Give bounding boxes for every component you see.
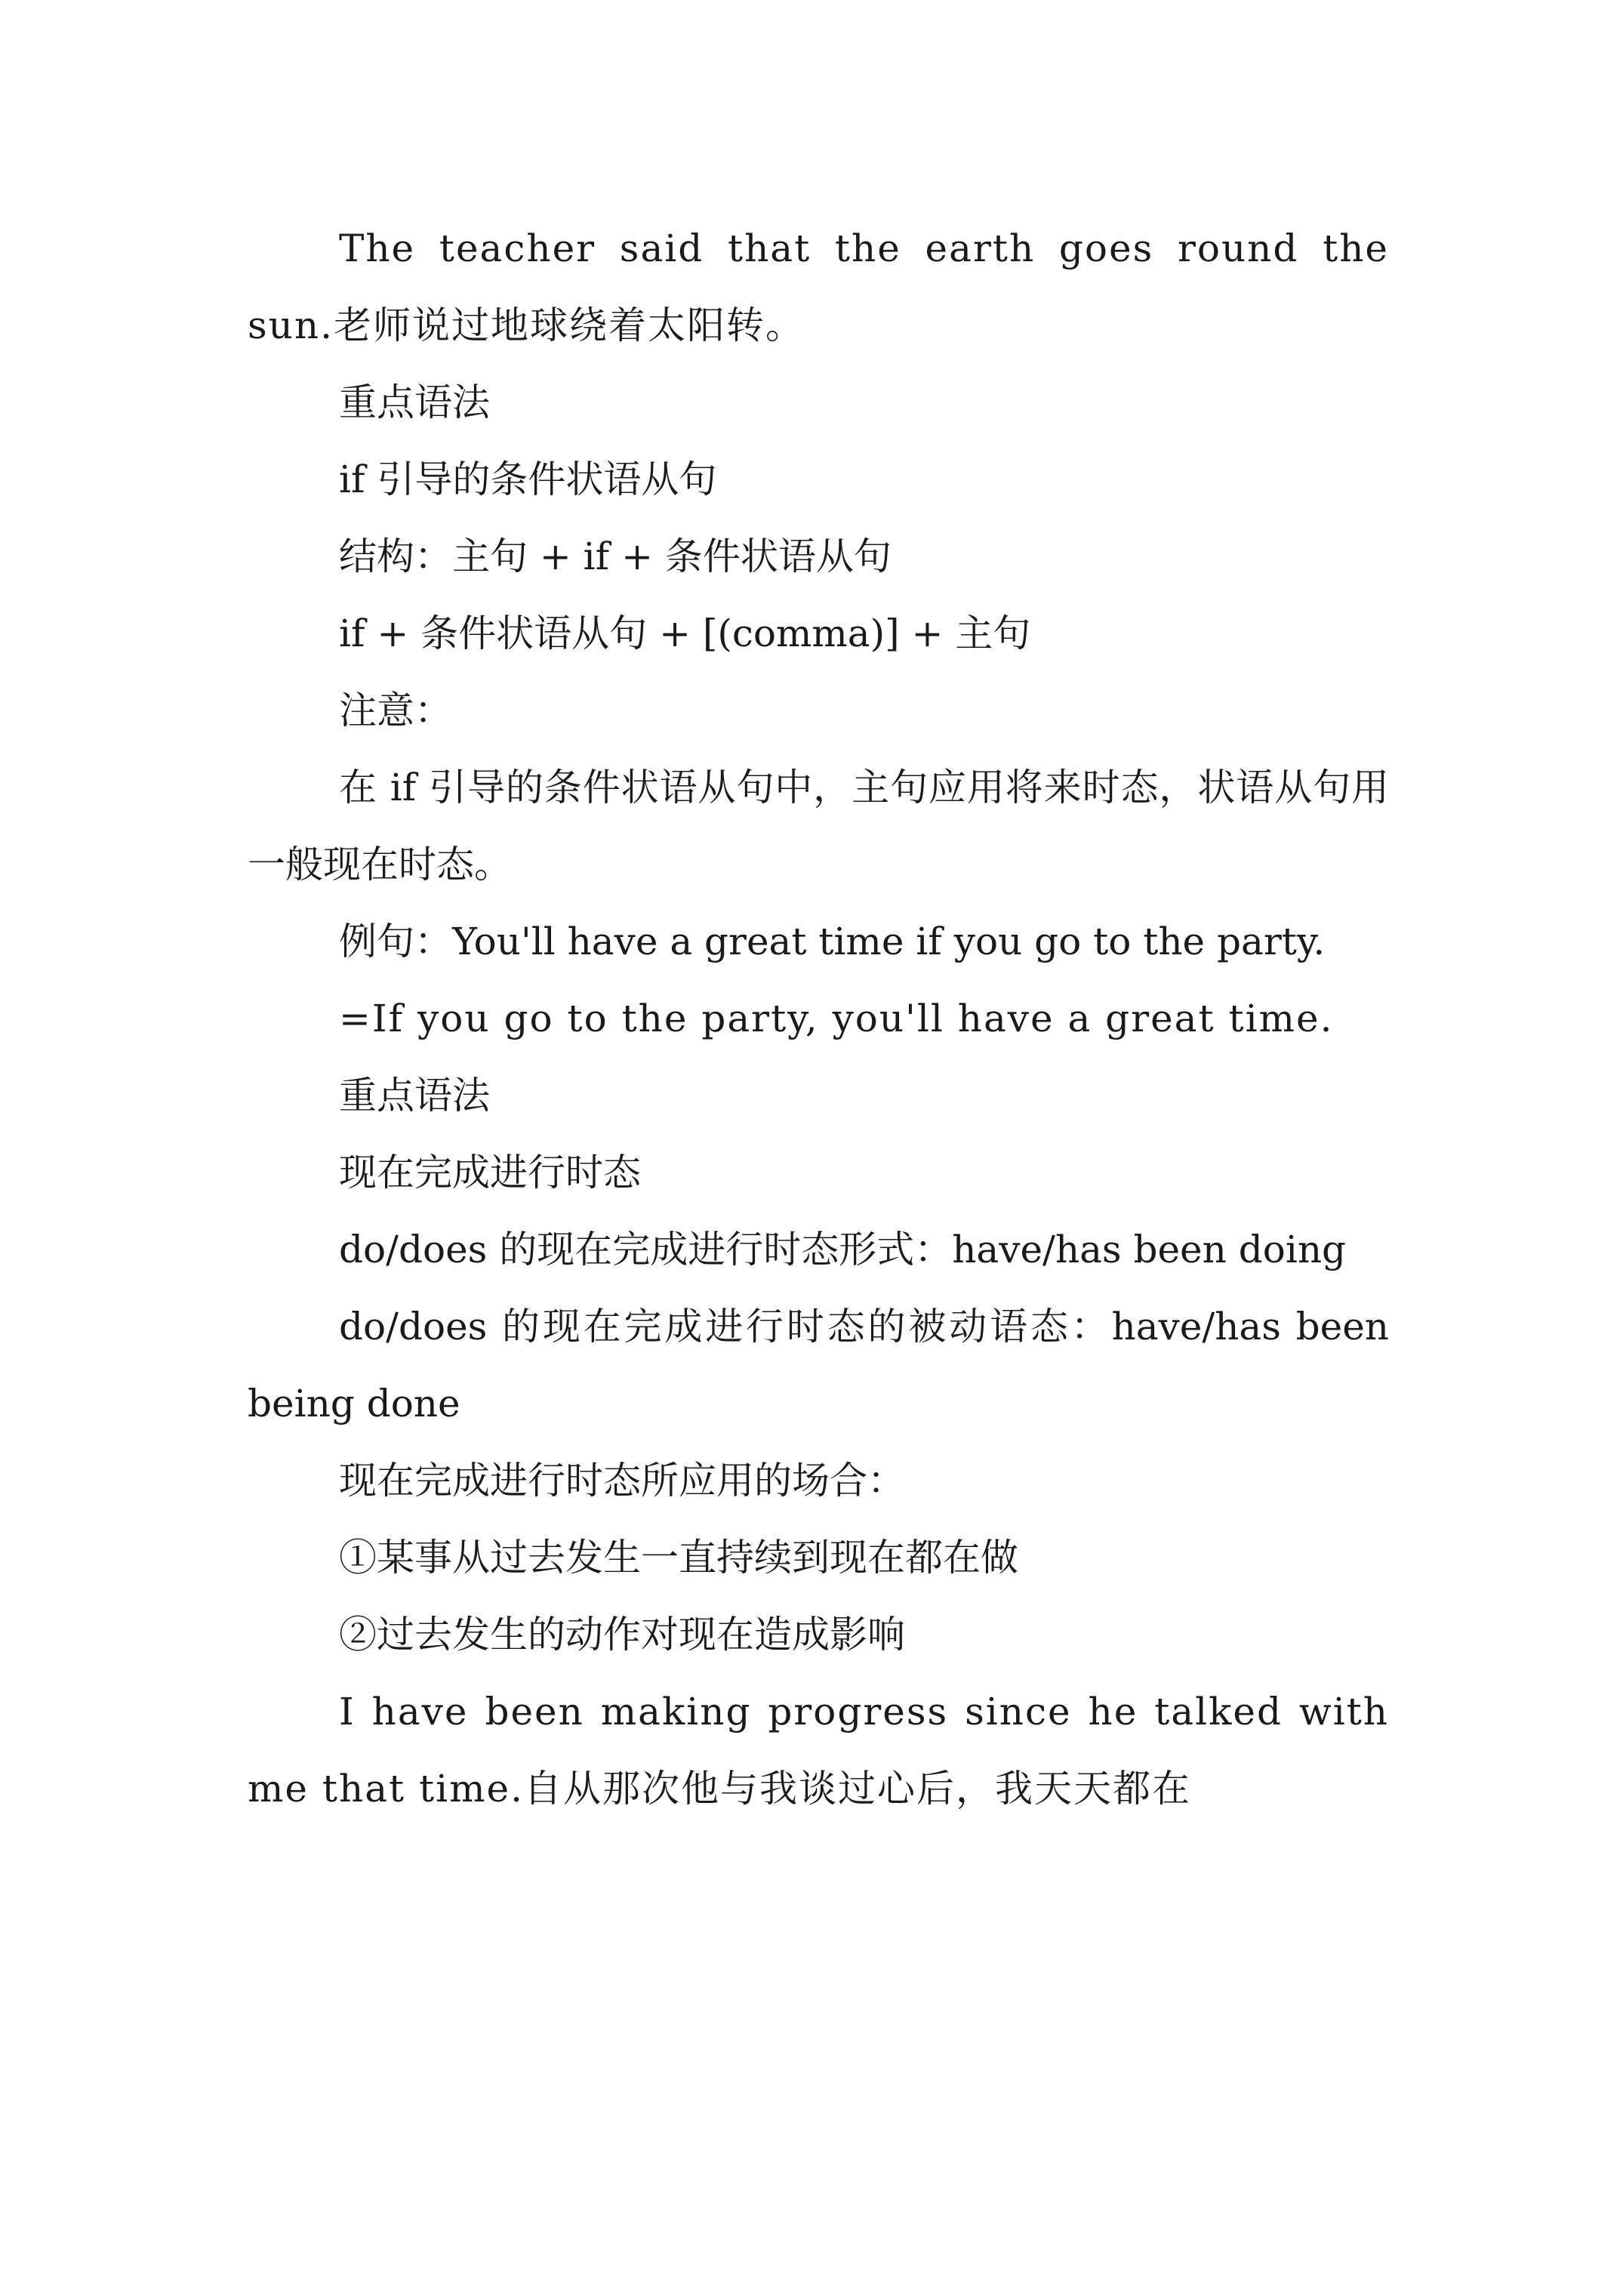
structure-line-2: if + 条件状语从句 + [(comma)] + 主句	[339, 612, 1031, 655]
example-sentence: 例句：You'll have a great time if you go to the party.	[339, 920, 1326, 963]
example-sentence-equivalent: =If you go to the party, you'll have a great time.	[339, 997, 1334, 1040]
usage-item-1: ①某事从过去发生一直持续到现在都在做	[339, 1536, 1018, 1579]
paragraph-example-teacher: The teacher said that the earth goes round the sun.老师说过地球绕着太阳转。	[248, 227, 1389, 347]
section-heading-grammar-2: 重点语法	[339, 1074, 490, 1117]
structure-line-1: 结构：主句 + if + 条件状语从句	[339, 535, 892, 578]
topic-if-clause: if 引导的条件状语从句	[339, 458, 717, 501]
topic-present-perfect-continuous: 现在完成进行时态	[339, 1151, 641, 1194]
form-passive: do/does 的现在完成进行时态的被动语态：have/has been being done	[248, 1305, 1389, 1425]
document-body	[248, 210, 1389, 1827]
note-text: 在 if 引导的条件状语从句中，主句应用将来时态，状语从句用一般现在时态。	[248, 766, 1389, 886]
form-active: do/does 的现在完成进行时态形式：have/has been doing	[339, 1228, 1347, 1271]
usage-label: 现在完成进行时态所应用的场合：	[339, 1459, 905, 1502]
section-heading-grammar: 重点语法	[339, 381, 490, 424]
example-progress: I have been making progress since he talked with me that time.自从那次他与我谈过心后，我天天都在	[248, 1690, 1389, 1811]
note-label: 注意：	[339, 689, 452, 732]
usage-item-2: ②过去发生的动作对现在造成影响	[339, 1613, 905, 1657]
